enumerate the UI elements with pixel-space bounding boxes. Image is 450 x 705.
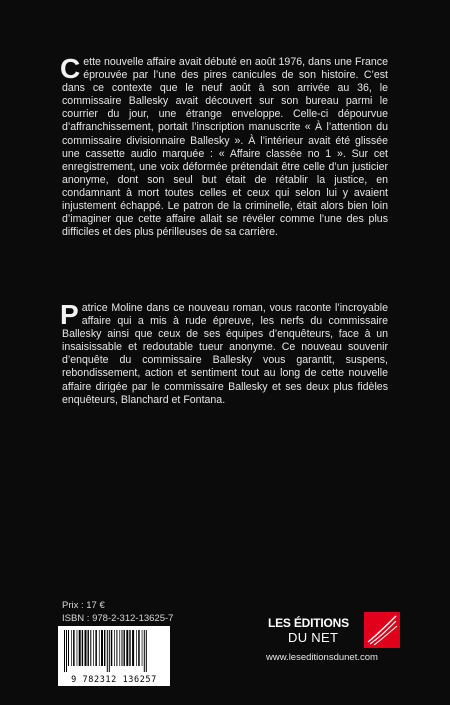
barcode-bar <box>142 630 143 666</box>
barcode-bar <box>136 630 137 666</box>
barcode-bars <box>62 630 166 672</box>
price-label: Prix : 17 € <box>62 600 105 611</box>
barcode-bar <box>95 630 97 666</box>
barcode <box>58 626 170 686</box>
isbn-label: ISBN : 978-2-312-13625-7 <box>62 613 174 624</box>
barcode-bar <box>116 630 117 666</box>
barcode-bar <box>119 630 120 666</box>
barcode-bar <box>109 630 110 672</box>
barcode-bar <box>132 630 134 666</box>
barcode-bar <box>146 630 147 672</box>
barcode-bar <box>88 630 89 666</box>
drop-cap-2: P <box>60 299 79 330</box>
barcode-bar <box>82 630 83 666</box>
barcode-bar <box>85 630 87 666</box>
barcode-bar <box>138 630 140 666</box>
barcode-bar <box>93 630 94 666</box>
synopsis-paragraph-2 <box>60 299 388 407</box>
barcode-bar <box>101 630 103 666</box>
publisher-website: www.leseditionsdunet.com <box>266 652 378 663</box>
barcode-bar <box>114 630 115 666</box>
barcode-bar <box>104 630 105 666</box>
barcode-bar <box>129 630 130 666</box>
barcode-bar <box>99 630 100 666</box>
synopsis-text-2: atrice Moline dans ce nouveau roman, vous raconte l’incroyable affaire qui a mis à rude épreuve, les nerfs du commissaire Ballesky ainsi que ceux de ses équipes d’enquêteurs, face à un insaisissable et redoutable tueur anonyme. Ce nouveau souvenir d’enquête du commissaire Ballesky vous garantit, suspens, rebondissement, action et sentiment tout au long de cette nouvelle affaire dirigée par le commissaire Ballesky et ses deux plus fidèles enquêteurs, Blanchard et Fontana. <box>62 302 388 406</box>
barcode-bar <box>73 630 75 666</box>
barcode-bar <box>66 630 67 672</box>
barcode-bar <box>71 630 72 666</box>
barcode-bar <box>64 630 65 672</box>
barcode-bar <box>144 630 145 672</box>
barcode-bar <box>107 630 108 672</box>
barcode-bar <box>90 630 91 666</box>
barcode-bar <box>111 630 113 666</box>
barcode-bar <box>79 630 81 666</box>
publisher-logo-mark-icon <box>364 612 400 648</box>
barcode-bar <box>126 630 128 666</box>
barcode-bar <box>68 630 69 666</box>
barcode-bar <box>122 630 123 666</box>
barcode-bar <box>77 630 78 666</box>
publisher-name-line1: LES ÉDITIONS <box>268 616 349 630</box>
drop-cap-1: C <box>60 53 81 84</box>
publisher-name-line2: DU NET <box>288 630 339 645</box>
barcode-digits: 9 782312 136257 <box>71 675 157 685</box>
barcode-bar <box>124 630 125 666</box>
synopsis-paragraph-1 <box>60 53 388 239</box>
synopsis-text-1: ette nouvelle affaire avait débuté en août 1976, dans une France éprouvée par l’une des pires canicules de son histoire. C’est dans ce contexte que le neuf août à son arrivée au 36, le commissaire Ballesky avait découvert sur son bureau parmi le courrier du jour, une étrange enveloppe. Celle-ci dépourvue d’affranchissement, portait l’inscription manuscrite « À l’attention du commissaire divisionnaire Ballesky ». À l’intérieur avait été glissée une cassette audio marquée : « Affaire classée no 1 ». Sur cet enregistrement, une voix déformée prétendait être celle d’un justicier anonyme, dont son seul but était de rétablir la justice, en condamnant à mort toutes celles et ceux qui selon lui y avaient injustement échappé. Le patron de la criminelle, était alors bien loin d’imaginer que cette affaire allait se révéler comme l’une des plus difficiles et des plus périlleuses de sa carrière. <box>62 56 388 239</box>
